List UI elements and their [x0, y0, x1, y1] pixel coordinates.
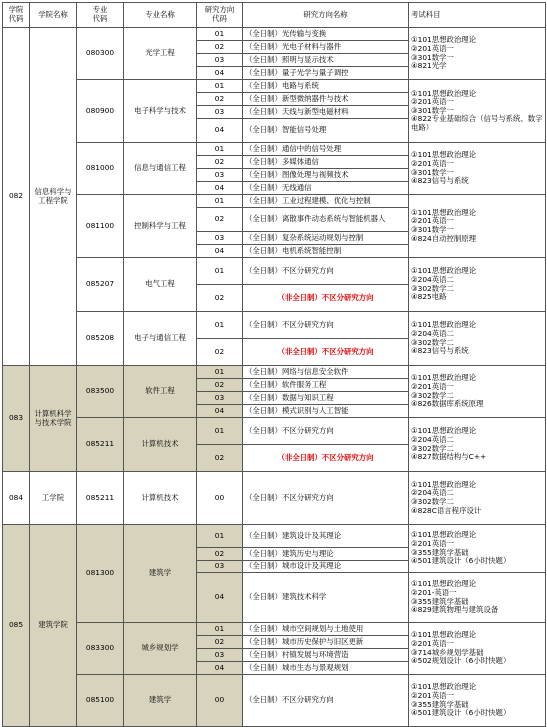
- direction-code-cell: 02: [197, 285, 243, 312]
- direction-name-cell: （全日制）软件服务工程: [243, 379, 409, 392]
- exam-subjects-cell: ①101思想政治理论 ②201英语一 ③302数学二 ④826数据库系统原理: [409, 366, 546, 418]
- table-row: [3, 195, 546, 208]
- direction-name-cell: （全日制）照明与显示技术: [243, 54, 409, 67]
- direction-name-cell: （非全日制）不区分研究方向: [243, 339, 409, 366]
- direction-code-cell: 02: [197, 636, 243, 649]
- direction-code-cell: 01: [197, 258, 243, 285]
- major-code-cell: 081000: [77, 143, 124, 195]
- direction-code-cell: 01: [197, 195, 243, 208]
- direction-code-cell: 01: [197, 28, 243, 41]
- direction-name-cell: （全日制）电机系统智能控制: [243, 245, 409, 258]
- direction-name-cell: （全日制）通信中的信号处理: [243, 143, 409, 156]
- major-code-cell: 085207: [77, 258, 124, 312]
- direction-code-cell: 02: [197, 41, 243, 54]
- direction-name-cell: （全日制）光电子材料与器件: [243, 41, 409, 54]
- header-direction-code: 研究方向 代码: [197, 3, 243, 28]
- table-row: [3, 472, 546, 525]
- direction-code-cell: 02: [197, 208, 243, 232]
- direction-code-cell: 03: [197, 649, 243, 662]
- major-code-cell: 081100: [77, 195, 124, 258]
- direction-code-cell: 01: [197, 525, 243, 548]
- direction-code-cell: 02: [197, 339, 243, 366]
- table-row: [3, 675, 546, 727]
- direction-name-cell: （全日制）不区分研究方向: [243, 675, 409, 727]
- header-college-name: 学院名称: [30, 3, 77, 28]
- exam-subjects-cell: ①101思想政治理论 ②201英语一 ③355建筑学基础 ④501建筑设计（6小时快题）: [409, 675, 546, 727]
- major-code-cell: 083500: [77, 366, 124, 418]
- direction-name-cell: （全日制）网络与信息安全软件: [243, 366, 409, 379]
- direction-code-cell: 00: [197, 472, 243, 525]
- direction-code-cell: 04: [197, 245, 243, 258]
- direction-code-cell: 04: [197, 182, 243, 195]
- direction-name-cell: （全日制）不区分研究方向: [243, 312, 409, 339]
- direction-name-cell: （全日制）天线与新型电磁材料: [243, 106, 409, 119]
- table-row: [3, 418, 546, 445]
- header-college-code: 学院 代码: [3, 3, 30, 28]
- direction-name-cell: （全日制）村镇发展与环境营造: [243, 649, 409, 662]
- exam-subjects-cell: ①101思想政治理论 ②201-英语一 ③355建筑学基础 ④829建筑物理与建筑设备: [409, 573, 546, 623]
- direction-code-cell: 03: [197, 561, 243, 573]
- direction-code-cell: 03: [197, 232, 243, 245]
- college-name-cell: 信息科学与工程学院: [30, 28, 77, 366]
- table-row: [3, 258, 546, 285]
- table-row: [3, 28, 546, 41]
- header-major-code: 专业 代码: [77, 3, 124, 28]
- direction-code-cell: 03: [197, 392, 243, 405]
- direction-code-cell: 02: [197, 445, 243, 472]
- direction-name-cell: （全日制）建筑技术科学: [243, 573, 409, 623]
- admissions-catalog-table: [2, 2, 546, 727]
- header-exam-subjects: 考试科目: [409, 3, 546, 28]
- direction-code-cell: 02: [197, 379, 243, 392]
- exam-subjects-cell: ①101思想政治理论 ②204英语二 ③302数学二 ④828C语言程序设计: [409, 472, 546, 525]
- direction-name-cell: （全日制）城市历史保护与旧区更新: [243, 636, 409, 649]
- direction-name-cell: （全日制）量子光学与量子调控: [243, 67, 409, 80]
- header-major-name: 专业名称: [124, 3, 197, 28]
- college-code-cell: 084: [3, 472, 30, 525]
- major-code-cell: 085208: [77, 312, 124, 366]
- direction-name-cell: （非全日制）不区分研究方向: [243, 285, 409, 312]
- major-name-cell: 控制科学与工程: [124, 195, 197, 258]
- major-code-cell: 081300: [77, 525, 124, 623]
- direction-name-cell: （全日制）电路与系统: [243, 80, 409, 93]
- direction-code-cell: 01: [197, 623, 243, 636]
- direction-name-cell: （全日制）不区分研究方向: [243, 472, 409, 525]
- exam-subjects-cell: ①101思想政治理论 ②201英语一 ③301数学一 ④823信号与系统: [409, 143, 546, 195]
- direction-code-cell: 03: [197, 169, 243, 182]
- major-name-cell: 计算机技术: [124, 418, 197, 472]
- direction-code-cell: 01: [197, 312, 243, 339]
- direction-code-cell: 04: [197, 405, 243, 418]
- exam-subjects-cell: ①101思想政治理论 ②201英语一 ③301数学一 ④824自动控制原理: [409, 195, 546, 258]
- direction-code-cell: 04: [197, 119, 243, 143]
- direction-code-cell: 03: [197, 106, 243, 119]
- college-name-cell: 计算机科学与技术学院: [30, 366, 77, 472]
- direction-code-cell: 02: [197, 548, 243, 561]
- table-row: [3, 80, 546, 93]
- header-row: [3, 3, 546, 28]
- major-name-cell: 信息与通信工程: [124, 143, 197, 195]
- direction-name-cell: （全日制）建筑设计及其理论: [243, 525, 409, 548]
- direction-name-cell: （全日制）新型微纳器件与技术: [243, 93, 409, 106]
- direction-name-cell: （全日制）工业过程建模、优化与控制: [243, 195, 409, 208]
- exam-subjects-cell: ①101思想政治理论 ②201英语一 ③301数学一 ④822专业基础综合（信号与系统、数字电路）: [409, 80, 546, 143]
- direction-name-cell: （全日制）城市空间规划与土地使用: [243, 623, 409, 636]
- direction-code-cell: 00: [197, 675, 243, 727]
- major-name-cell: 城乡规划学: [124, 623, 197, 675]
- exam-subjects-cell: ①101思想政治理论 ②201英语一 ③714城乡规划学基础 ④502规划设计（6小时快题）: [409, 623, 546, 675]
- direction-code-cell: 01: [197, 80, 243, 93]
- major-code-cell: 083300: [77, 623, 124, 675]
- major-code-cell: 080300: [77, 28, 124, 80]
- direction-name-cell: （全日制）离散事件动态系统与智能机器人: [243, 208, 409, 232]
- exam-subjects-cell: ①101思想政治理论 ②204英语二 ③302数学二 ④823信号与系统: [409, 312, 546, 366]
- exam-subjects-cell: ①101思想政治理论 ②201英语一 ③355建筑学基础 ④501建筑设计（6小时快题）: [409, 525, 546, 573]
- college-code-cell: 082: [3, 28, 30, 366]
- table-row: [3, 312, 546, 339]
- direction-name-cell: （全日制）模式识别与人工智能: [243, 405, 409, 418]
- table-row: [3, 366, 546, 379]
- exam-subjects-cell: ①101思想政治理论 ②204英语二 ③302数学二 ④827数据结构与C++: [409, 418, 546, 472]
- major-name-cell: 电子与通信工程: [124, 312, 197, 366]
- major-name-cell: 建筑学: [124, 675, 197, 727]
- direction-name-cell: （全日制）城市生态与景观规划: [243, 662, 409, 675]
- direction-code-cell: 04: [197, 573, 243, 623]
- major-code-cell: 085211: [77, 472, 124, 525]
- major-code-cell: 085211: [77, 418, 124, 472]
- direction-code-cell: 01: [197, 143, 243, 156]
- college-code-cell: 083: [3, 366, 30, 472]
- direction-code-cell: 03: [197, 54, 243, 67]
- direction-name-cell: （全日制）城市设计及其理论: [243, 561, 409, 573]
- direction-code-cell: 01: [197, 366, 243, 379]
- direction-code-cell: 02: [197, 93, 243, 106]
- header-direction-name: 研究方向名称: [243, 3, 409, 28]
- direction-name-cell: （非全日制）不区分研究方向: [243, 445, 409, 472]
- major-code-cell: 080900: [77, 80, 124, 143]
- major-name-cell: 建筑学: [124, 525, 197, 623]
- direction-name-cell: （全日制）光传输与变换: [243, 28, 409, 41]
- direction-code-cell: 01: [197, 418, 243, 445]
- college-code-cell: 085: [3, 525, 30, 727]
- direction-name-cell: （全日制）智能信号处理: [243, 119, 409, 143]
- direction-name-cell: （全日制）图像处理与视频技术: [243, 169, 409, 182]
- direction-code-cell: 04: [197, 662, 243, 675]
- direction-name-cell: （全日制）无线通信: [243, 182, 409, 195]
- college-name-cell: 工学院: [30, 472, 77, 525]
- direction-code-cell: 02: [197, 156, 243, 169]
- major-name-cell: 电气工程: [124, 258, 197, 312]
- direction-code-cell: 04: [197, 67, 243, 80]
- direction-name-cell: （全日制）多媒体通信: [243, 156, 409, 169]
- major-name-cell: 电子科学与技术: [124, 80, 197, 143]
- major-name-cell: 计算机技术: [124, 472, 197, 525]
- table-row: [3, 143, 546, 156]
- college-name-cell: 建筑学院: [30, 525, 77, 727]
- table-row: [3, 623, 546, 636]
- direction-name-cell: （全日制）数据与知识工程: [243, 392, 409, 405]
- major-name-cell: 软件工程: [124, 366, 197, 418]
- table-row: [3, 525, 546, 548]
- major-name-cell: 光学工程: [124, 28, 197, 80]
- direction-name-cell: （全日制）建筑历史与理论: [243, 548, 409, 561]
- direction-name-cell: （全日制）不区分研究方向: [243, 418, 409, 445]
- exam-subjects-cell: ①101思想政治理论 ②204英语二 ③302数学二 ④825电路: [409, 258, 546, 312]
- major-code-cell: 085100: [77, 675, 124, 727]
- direction-name-cell: （全日制）不区分研究方向: [243, 258, 409, 285]
- direction-name-cell: （全日制）复杂系统运动规划与控制: [243, 232, 409, 245]
- exam-subjects-cell: ①101思想政治理论 ②201英语一 ③301数学一 ④821光学: [409, 28, 546, 80]
